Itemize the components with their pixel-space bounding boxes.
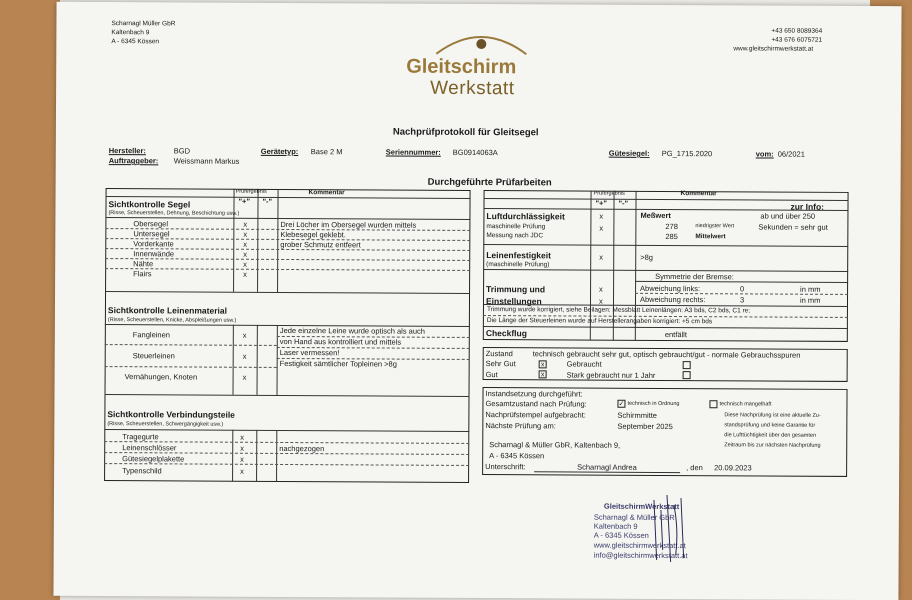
verbindung-row-mark: x bbox=[240, 443, 244, 453]
company-street: Kaltenbach 9 bbox=[111, 29, 150, 37]
right-minus-header: "-" bbox=[618, 198, 629, 208]
phone-1: +43 650 8089364 bbox=[771, 27, 823, 35]
section-title: Durchgeführte Prüfarbeiten bbox=[427, 176, 552, 189]
segel-row-mark: x bbox=[243, 229, 248, 239]
verbindung-row-comment: nachgezogen bbox=[279, 443, 325, 454]
zustand-label: Zustand bbox=[485, 349, 513, 359]
niedrigster-wert: niedrigster Wert bbox=[695, 223, 735, 230]
segel-row-comment: Klebesegel geklebt. bbox=[280, 229, 346, 240]
segel-row-label: Untersegel bbox=[133, 229, 170, 239]
verbindung-row-label: Leinenschlösser bbox=[122, 443, 177, 453]
segel-row-label: Innenwände bbox=[133, 249, 175, 259]
hersteller-label: Hersteller: bbox=[108, 146, 146, 156]
verbindung-row-label: Gütesiegelplakette bbox=[122, 454, 185, 464]
luft-sub-2: Messung nach JDC bbox=[486, 232, 544, 240]
gut-label: Gut bbox=[485, 370, 498, 380]
stamp-line: Kaltenbach 9 bbox=[593, 521, 638, 531]
segel-row-label: Vorderkante bbox=[133, 239, 174, 249]
guete-value: PG_1715.2020 bbox=[661, 148, 713, 159]
abw-rechts-value: 3 bbox=[739, 295, 745, 305]
luft-sub-1: maschinelle Prüfung bbox=[486, 223, 546, 231]
checkflug-value: entfällt bbox=[664, 329, 687, 340]
datum-value: 20.09.2023 bbox=[714, 463, 752, 473]
messwert-label: Meßwert bbox=[640, 210, 671, 221]
segel-row-mark: x bbox=[243, 219, 248, 229]
segel-row-mark: x bbox=[243, 239, 248, 249]
leinenfest-title: Leinenfestigkeit bbox=[486, 250, 551, 261]
leinenfest-mark: x bbox=[599, 252, 604, 262]
stamp-line: A - 6345 Kössen bbox=[593, 530, 649, 540]
right-pruef-header: Prüfergebnis bbox=[593, 190, 625, 197]
segel-row-comment: grober Schmutz entfeert bbox=[280, 239, 361, 250]
signature-scribble bbox=[649, 490, 694, 565]
leinen-comment: Festigkeit sämtlicher Topleinen >8g bbox=[279, 358, 397, 369]
zur-info-header: zur Info: bbox=[790, 201, 825, 212]
geraetetyp-label: Gerätetyp: bbox=[260, 146, 299, 157]
trim-mark: x bbox=[599, 284, 603, 294]
address-line-1: Scharnagl & Müller GbR, Kaltenbach 9, bbox=[489, 440, 621, 450]
trim-note-1: Trimmung wurde korrigiert, siehe Beilagen: Messblatt Leinenlängen: A3 bds, C2 bds, C1 re; bbox=[486, 306, 751, 315]
checkflug-label: Checkflug bbox=[485, 328, 527, 339]
document-page bbox=[53, 2, 901, 600]
auftraggeber-value: Weissmann Markus bbox=[173, 156, 240, 166]
right-kommentar-header: Kommentar bbox=[680, 190, 717, 198]
leinen-row-label: Fangleinen bbox=[132, 330, 170, 340]
trim-note-2: Die Länge der Steuerleinen wurde auf Herstellerangaben korrigiert: +5 cm bds bbox=[486, 317, 713, 326]
leinen-row-mark: x bbox=[242, 372, 247, 382]
note-line: Zeitraum bis zur nächsten Nachprüfung bbox=[724, 442, 821, 449]
segel-sub: (Risse, Scheuerstellen, Dehnung, Beschichtung usw.) bbox=[108, 210, 240, 217]
leinenfest-value: >8g bbox=[640, 252, 653, 262]
geraetetyp-value: Base 2 M bbox=[310, 147, 343, 157]
verbindung-sub: (Risse, Scheuerstellen, Schwergängigkeit usw.) bbox=[107, 421, 224, 428]
leinen-title: Sichtkontrolle Leinenmaterial bbox=[107, 305, 228, 316]
value-278: 278 bbox=[665, 221, 678, 232]
verbindung-row-mark: x bbox=[240, 466, 244, 476]
phone-2: +43 676 6075721 bbox=[771, 36, 823, 44]
segel-row-comment: Drei Löcher im Obersegel wurden mittels bbox=[280, 219, 417, 230]
leinen-comment: Jede einzelne Leine wurde optisch als auch bbox=[279, 325, 425, 336]
segel-title: Sichtkontrolle Segel bbox=[108, 199, 191, 210]
hersteller-value: BGD bbox=[173, 146, 191, 156]
mm-unit: in mm bbox=[800, 284, 821, 294]
segel-row-mark: x bbox=[243, 259, 247, 269]
stempel-value: Schirmmitte bbox=[617, 410, 658, 420]
address-line-2: A - 6345 Kössen bbox=[489, 451, 545, 461]
note-line: die Lufttüchtigkeit über den gesamten bbox=[724, 432, 817, 439]
tech-mangel-checkbox[interactable] bbox=[709, 400, 717, 408]
abw-rechts-label: Abweichung rechts: bbox=[639, 294, 706, 305]
trim-mark: x bbox=[598, 296, 603, 306]
left-plus-header: "+" bbox=[238, 196, 251, 206]
verbindung-row-label: Typenschild bbox=[122, 466, 162, 476]
stark-checkbox[interactable] bbox=[683, 371, 691, 379]
logo-arc-icon bbox=[431, 26, 531, 57]
stamp-line: Scharnagl & Müller GbR bbox=[593, 512, 675, 523]
guete-label: Gütesiegel: bbox=[608, 148, 650, 158]
luft-mark: x bbox=[599, 211, 604, 221]
trim-title-1: Trimmung und bbox=[486, 284, 546, 295]
segel-row-label: Flairs bbox=[133, 269, 152, 279]
leinen-row-label: Vernähungen, Knoten bbox=[124, 372, 198, 382]
logo-line-1: Gleitschirm bbox=[406, 55, 517, 79]
segel-row-label: Obersegel bbox=[133, 219, 169, 229]
company-city: A - 6345 Kössen bbox=[111, 38, 160, 46]
leinen-row-mark: x bbox=[242, 330, 247, 340]
note-line: standsprüfung und keine Garantie für bbox=[724, 422, 816, 429]
tech-ok-checkbox[interactable]: ✓ bbox=[618, 400, 625, 408]
segel-row-mark: x bbox=[243, 269, 247, 279]
stark-label: Stark gebraucht nur 1 Jahr bbox=[566, 370, 656, 380]
auftraggeber-label: Auftraggeber: bbox=[108, 156, 159, 166]
gebraucht-checkbox[interactable] bbox=[683, 361, 691, 369]
stamp-line: www.gleitschirmwerkstatt.at bbox=[593, 540, 686, 551]
ab-ueber: ab und über 250 bbox=[760, 211, 816, 221]
naechste-value: September 2025 bbox=[617, 421, 673, 432]
gesamt-label: Gesamtzustand nach Prüfung: bbox=[485, 399, 587, 409]
zustand-text: technisch gebraucht sehr gut, optisch gebraucht/gut - normale Gebrauchsspuren bbox=[532, 349, 801, 360]
verbindung-row-mark: x bbox=[240, 454, 244, 464]
vom-value: 06/2021 bbox=[777, 149, 805, 159]
left-kommentar-header: Kommentar bbox=[308, 189, 345, 197]
gebraucht-label: Gebraucht bbox=[566, 359, 602, 369]
leinen-row-mark: x bbox=[242, 351, 247, 361]
stamp-logo: GleitschirmWerkstatt bbox=[603, 501, 680, 512]
instand-title: Instandsetzung durchgeführt: bbox=[485, 389, 583, 399]
segel-row-mark: x bbox=[243, 249, 248, 259]
mittelwert: Mittelwert bbox=[695, 233, 726, 241]
unterschrift-label: Unterschrift: bbox=[485, 462, 526, 472]
serien-value: BG0914063A bbox=[452, 147, 498, 158]
leinenfest-sub: (maschinelle Prüfung) bbox=[486, 261, 550, 269]
symmetrie-label: Symmetrie der Bremse: bbox=[655, 271, 734, 282]
value-285: 285 bbox=[665, 231, 678, 242]
serien-label: Seriennummer: bbox=[385, 147, 441, 157]
verbindung-row-label: Tragegurte bbox=[122, 432, 159, 442]
leinen-row-label: Steuerleinen bbox=[132, 351, 175, 361]
leinen-sub: (Risse, Scheuerstellen, Knicke, Abspleißungen usw.) bbox=[107, 317, 237, 324]
document-title: Nachprüfprotokoll für Gleitsegel bbox=[392, 126, 539, 139]
vom-label: vom: bbox=[755, 149, 774, 159]
stamp-line: info@gleitschirmwerkstatt.at bbox=[593, 550, 688, 561]
mm-unit: in mm bbox=[799, 295, 821, 305]
naechste-label: Nächste Prüfung am: bbox=[485, 421, 556, 431]
stempel-label: Nachprüfstempel aufgebracht: bbox=[485, 410, 586, 420]
company-name: Scharnagl Müller GbR bbox=[111, 20, 176, 28]
tech-mangel-label: technisch mangelhaft bbox=[719, 401, 772, 408]
note-line: Diese Nachprüfung ist eine aktuelle Zu- bbox=[724, 412, 821, 419]
verbindung-row-mark: x bbox=[240, 432, 245, 442]
den-label: , den bbox=[686, 463, 703, 473]
unterschrift-value: Scharnagl Andrea bbox=[577, 462, 637, 472]
luft-title: Luftdurchlässigkeit bbox=[486, 211, 565, 222]
abw-links-value: 0 bbox=[740, 284, 745, 294]
verbindung-title: Sichtkontrolle Verbindungsteile bbox=[107, 409, 235, 420]
sehr-gut-label: Sehr Gut bbox=[485, 359, 516, 369]
left-pruef-header: Prüfergebnis bbox=[235, 188, 267, 195]
leinen-comment: von Hand aus kontrolliert und mittels bbox=[279, 336, 402, 347]
abw-links-label: Abweichung links: bbox=[640, 283, 701, 294]
gut-checkbox[interactable]: x bbox=[539, 370, 547, 378]
left-minus-header: "-" bbox=[262, 196, 273, 206]
logo-line-2: Werkstatt bbox=[430, 77, 515, 100]
tech-ok-label: technisch in Ordnung bbox=[627, 400, 680, 408]
leinen-comment: Laser vermessen! bbox=[279, 347, 340, 358]
luft-mark: x bbox=[599, 223, 604, 233]
sekunden-text: Sekunden = sehr gut bbox=[758, 222, 828, 232]
trim-title-2: Einstellungen bbox=[485, 296, 542, 307]
right-plus-header: "+" bbox=[595, 198, 608, 208]
website: www.gleitschirmwerkstatt.at bbox=[733, 45, 814, 53]
sehr-gut-checkbox[interactable]: x bbox=[539, 360, 547, 368]
segel-row-label: Nähte bbox=[133, 259, 154, 269]
